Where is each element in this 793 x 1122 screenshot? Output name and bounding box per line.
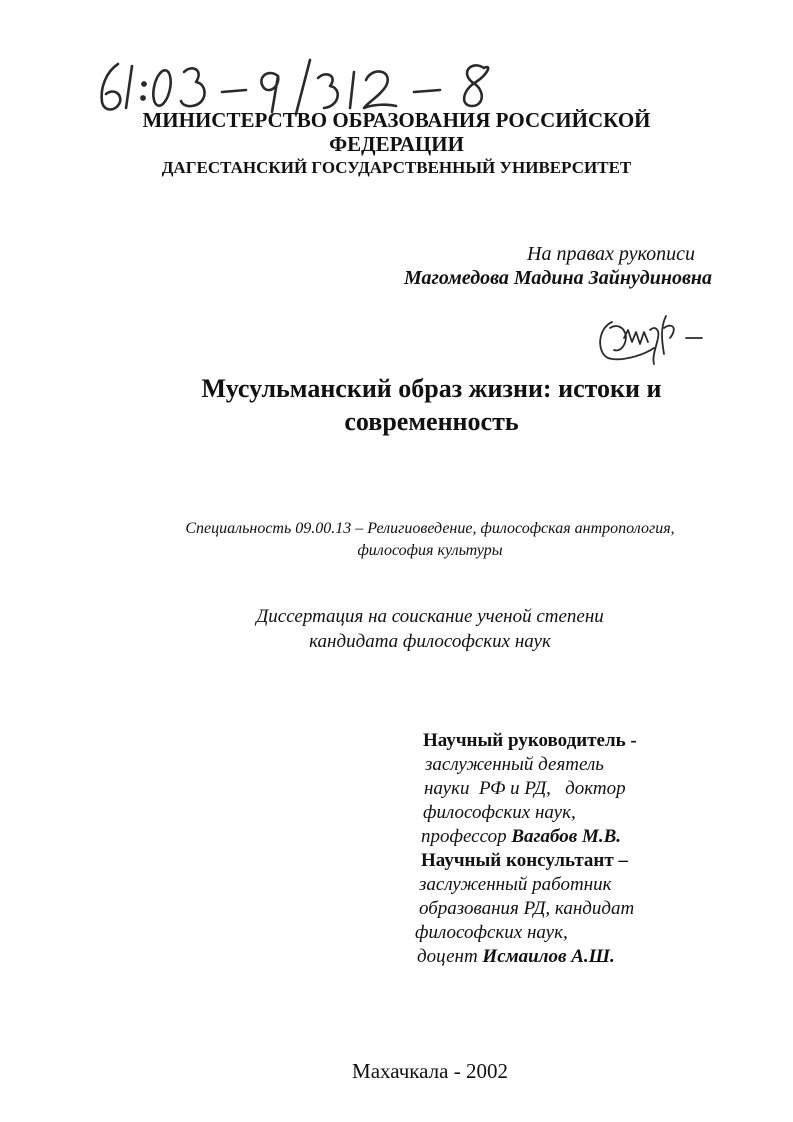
consultant-title: доцент bbox=[417, 946, 483, 967]
degree-line-1: Диссертация на соискание ученой степени bbox=[256, 606, 604, 627]
title-line-1: Мусульманский образ жизни: истоки и bbox=[201, 374, 662, 403]
degree-line-2: кандидата философских наук bbox=[309, 631, 551, 652]
supervisor-line-3: философских наук, bbox=[423, 802, 576, 823]
consultant-name: Исмаилов А.Ш. bbox=[482, 946, 615, 967]
consultant-line-4 bbox=[417, 945, 615, 969]
manuscript-rights-note: На правах рукописи bbox=[527, 243, 695, 265]
ministry-line-2: ФЕДЕРАЦИИ bbox=[329, 132, 464, 156]
university-name: ДАГЕСТАНСКИЙ ГОСУДАРСТВЕННЫЙ УНИВЕРСИТЕТ bbox=[161, 158, 632, 177]
supervisor-heading: Научный руководитель - bbox=[423, 730, 637, 751]
consultant-line-3: философских наук, bbox=[415, 922, 568, 943]
supervisor-title: профессор bbox=[421, 826, 512, 847]
consultant-line-1: заслуженный работник bbox=[419, 874, 612, 895]
supervisor-line-2: науки РФ и РД, доктор bbox=[424, 778, 626, 799]
dissertation-title bbox=[90, 372, 773, 438]
author-name: Магомедова Мадина Зайнудиновна bbox=[404, 267, 712, 289]
author-signature bbox=[590, 308, 710, 368]
specialty-line-1: Специальность 09.00.13 – Религиоведение, философская антропология, bbox=[185, 520, 675, 537]
specialty-line-2: философия культуры bbox=[357, 542, 503, 559]
consultant-line-2: образования РД, кандидат bbox=[419, 898, 635, 919]
city-and-year: Махачкала - 2002 bbox=[352, 1059, 508, 1083]
supervisor-name: Вагабов М.В. bbox=[511, 826, 622, 847]
supervisor-line-4 bbox=[421, 825, 621, 849]
title-line-2: современность bbox=[344, 407, 519, 436]
consultant-heading: Научный консультант – bbox=[421, 850, 628, 871]
supervisor-line-1: заслуженный деятель bbox=[425, 754, 604, 775]
ministry-line-1: МИНИСТЕРСТВО ОБРАЗОВАНИЯ РОССИЙСКОЙ bbox=[142, 108, 651, 132]
